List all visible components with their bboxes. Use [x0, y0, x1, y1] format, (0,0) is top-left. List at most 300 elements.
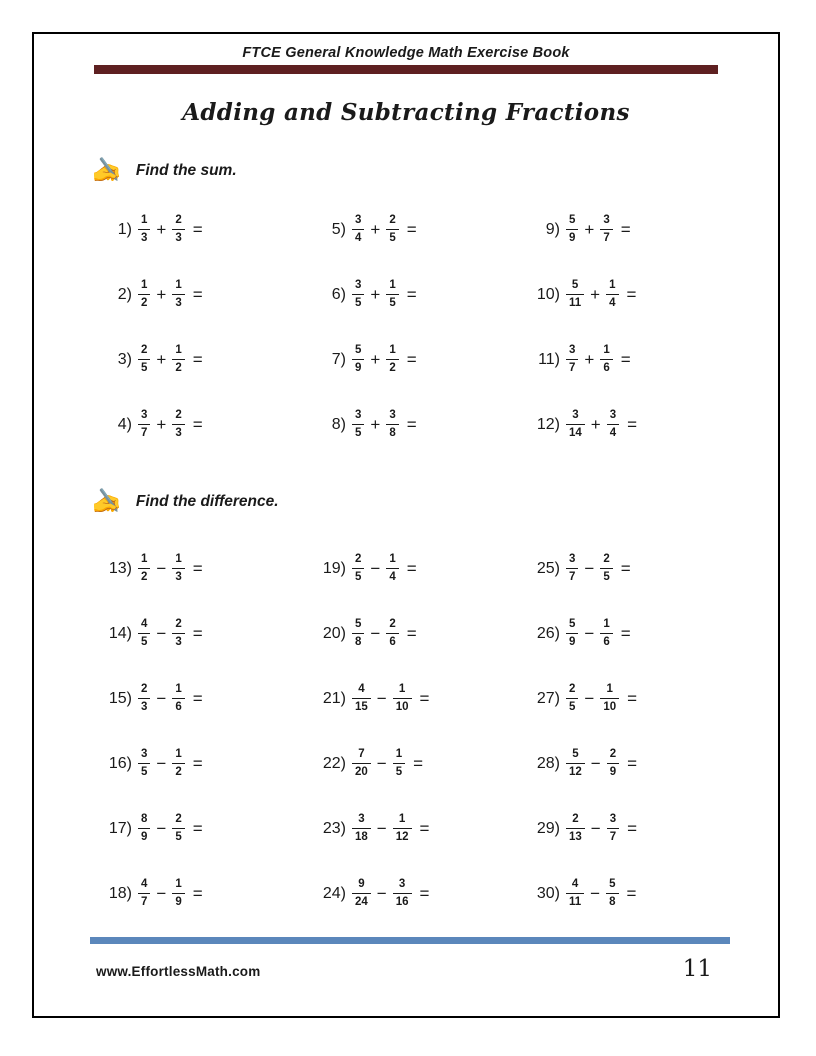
denominator: 12: [395, 831, 409, 843]
equals-sign: =: [627, 688, 638, 708]
fraction-first: [566, 877, 584, 910]
numerator: 1: [172, 343, 184, 360]
writing-hand-icon: ✍: [92, 157, 122, 184]
denominator: 11: [569, 896, 582, 908]
denominator: 2: [175, 362, 182, 374]
numerator: 2: [172, 408, 184, 425]
denominator: 4: [355, 232, 362, 244]
problem: [310, 601, 524, 666]
denominator: 24: [355, 896, 368, 908]
numerator: 5: [566, 278, 584, 295]
problem: [310, 731, 524, 796]
denominator: 3: [141, 232, 148, 244]
fraction-second: [393, 877, 412, 910]
numerator: 1: [393, 812, 412, 829]
section-instruction: Find the difference.: [135, 493, 279, 510]
problem-number: 11): [538, 350, 560, 368]
equals-sign: =: [192, 883, 203, 903]
operator-sign: −: [156, 883, 167, 903]
problem: [96, 861, 310, 926]
numerator: 4: [138, 617, 150, 634]
footer-divider-bar: [90, 937, 730, 944]
problem-number: 26): [536, 624, 560, 642]
denominator: 8: [355, 636, 362, 648]
equals-sign: =: [192, 219, 203, 239]
problem: [96, 327, 310, 392]
equals-sign: =: [192, 818, 203, 838]
numerator: 3: [566, 552, 578, 569]
problem-number: 22): [322, 754, 346, 772]
problem-number: 29): [536, 819, 560, 837]
denominator: 16: [395, 896, 409, 908]
numerator: 2: [138, 682, 150, 699]
problem-number: 30): [536, 884, 560, 902]
fraction-first: [352, 747, 371, 780]
numerator: 1: [138, 552, 150, 569]
problem: [310, 536, 524, 601]
numerator: 2: [600, 552, 612, 569]
worksheet-section: [34, 159, 778, 457]
problem: [96, 197, 310, 262]
problem-number: 13): [108, 559, 132, 577]
numerator: 1: [172, 877, 184, 894]
section-instruction: Find the sum.: [135, 162, 237, 179]
equals-sign: =: [192, 753, 203, 773]
numerator: 2: [172, 617, 184, 634]
problem-number: 20): [322, 624, 346, 642]
numerator: 3: [607, 408, 619, 425]
footer-row: [90, 956, 730, 982]
denominator: 5: [355, 571, 362, 583]
equals-sign: =: [413, 753, 424, 773]
denominator: 5: [141, 636, 148, 648]
equals-sign: =: [419, 883, 430, 903]
numerator: 3: [566, 408, 585, 425]
fraction-first: [138, 213, 150, 246]
equals-sign: =: [192, 688, 203, 708]
denominator: 6: [603, 636, 610, 648]
denominator: 9: [175, 896, 182, 908]
fraction-first: [138, 408, 150, 441]
problem: [524, 796, 738, 861]
fraction-second: [172, 343, 184, 376]
denominator: 7: [603, 232, 610, 244]
numerator: 1: [172, 552, 184, 569]
problem-number: 3): [117, 350, 132, 368]
equals-sign: =: [406, 414, 417, 434]
denominator: 11: [569, 297, 582, 309]
denominator: 6: [603, 362, 610, 374]
numerator: 2: [138, 343, 150, 360]
equals-sign: =: [192, 414, 203, 434]
page-title: Adding and Subtracting Fractions: [182, 99, 630, 126]
fraction-second: [393, 747, 405, 780]
equals-sign: =: [406, 284, 417, 304]
page-footer: [90, 937, 730, 982]
problem: [524, 197, 738, 262]
fraction-first: [566, 552, 578, 585]
fraction-first: [138, 552, 150, 585]
denominator: 2: [141, 571, 148, 583]
fraction-second: [172, 408, 184, 441]
problem-number: 17): [108, 819, 132, 837]
fraction-first: [352, 408, 364, 441]
denominator: 5: [603, 571, 610, 583]
operator-sign: −: [584, 688, 595, 708]
denominator: 7: [569, 362, 576, 374]
fraction-second: [386, 278, 398, 311]
equals-sign: =: [419, 688, 430, 708]
fraction-second: [172, 552, 184, 585]
fraction-second: [600, 343, 612, 376]
problem: [310, 262, 524, 327]
denominator: 3: [175, 427, 182, 439]
equals-sign: =: [620, 558, 631, 578]
problem-number: 1): [117, 220, 132, 238]
equals-sign: =: [192, 558, 203, 578]
problem: [524, 666, 738, 731]
numerator: 3: [386, 408, 398, 425]
equals-sign: =: [620, 349, 631, 369]
numerator: 7: [352, 747, 371, 764]
numerator: 3: [352, 213, 364, 230]
operator-sign: −: [156, 688, 167, 708]
problem: [96, 536, 310, 601]
fraction-second: [386, 213, 398, 246]
numerator: 1: [172, 682, 184, 699]
equals-sign: =: [627, 753, 638, 773]
operator-sign: −: [376, 818, 387, 838]
problem-number: 4): [117, 415, 132, 433]
denominator: 5: [355, 427, 362, 439]
fraction-second: [606, 278, 618, 311]
numerator: 2: [172, 812, 184, 829]
fraction-first: [138, 877, 150, 910]
denominator: 18: [355, 831, 368, 843]
denominator: 7: [141, 896, 148, 908]
denominator: 2: [141, 297, 148, 309]
fraction-second: [386, 343, 398, 376]
operator-sign: −: [370, 558, 381, 578]
operator-sign: −: [584, 558, 595, 578]
problem: [96, 731, 310, 796]
fraction-first: [138, 278, 150, 311]
numerator: 1: [386, 552, 398, 569]
denominator: 5: [141, 766, 148, 778]
denominator: 4: [609, 297, 616, 309]
problem: [310, 861, 524, 926]
problem: [310, 327, 524, 392]
numerator: 1: [393, 682, 412, 699]
numerator: 5: [352, 343, 364, 360]
fraction-second: [393, 812, 412, 845]
operator-sign: +: [370, 414, 381, 434]
denominator: 9: [609, 766, 617, 778]
equals-sign: =: [627, 818, 638, 838]
problem-number: 16): [108, 754, 132, 772]
fraction-first: [566, 213, 578, 246]
numerator: 8: [138, 812, 150, 829]
denominator: 2: [389, 362, 396, 374]
operator-sign: −: [590, 818, 601, 838]
numerator: 2: [566, 812, 585, 829]
numerator: 5: [566, 747, 585, 764]
operator-sign: +: [370, 349, 381, 369]
problems-grid: [96, 536, 738, 926]
problem: [524, 327, 738, 392]
denominator: 8: [389, 427, 396, 439]
numerator: 2: [386, 213, 398, 230]
fraction-first: [138, 343, 150, 376]
problem-number: 27): [536, 689, 560, 707]
problems-grid: [96, 197, 738, 457]
denominator: 10: [603, 701, 617, 713]
equals-sign: =: [192, 349, 203, 369]
denominator: 7: [569, 571, 576, 583]
fraction-second: [172, 213, 184, 246]
operator-sign: +: [370, 219, 381, 239]
equals-sign: =: [627, 414, 638, 434]
equals-sign: =: [192, 623, 203, 643]
equals-sign: =: [419, 818, 430, 838]
numerator: 2: [172, 213, 184, 230]
fraction-second: [386, 617, 398, 650]
numerator: 1: [138, 213, 150, 230]
denominator: 8: [609, 896, 616, 908]
problem-number: 28): [536, 754, 560, 772]
operator-sign: −: [590, 883, 601, 903]
denominator: 14: [569, 427, 582, 439]
problem: [524, 262, 738, 327]
numerator: 2: [607, 747, 619, 764]
numerator: 3: [138, 747, 150, 764]
numerator: 4: [566, 877, 584, 894]
problem: [96, 796, 310, 861]
problem-number: 8): [331, 415, 346, 433]
numerator: 2: [566, 682, 578, 699]
fraction-first: [138, 617, 150, 650]
operator-sign: −: [584, 623, 595, 643]
fraction-first: [566, 278, 584, 311]
equals-sign: =: [406, 558, 417, 578]
fraction-first: [566, 747, 585, 780]
equals-sign: =: [406, 349, 417, 369]
numerator: 9: [352, 877, 371, 894]
operator-sign: +: [156, 219, 167, 239]
fraction-first: [566, 408, 585, 441]
operator-sign: −: [376, 883, 387, 903]
denominator: 5: [175, 831, 182, 843]
fraction-first: [138, 747, 150, 780]
denominator: 4: [389, 571, 396, 583]
numerator: 5: [352, 617, 364, 634]
book-title: FTCE General Knowledge Math Exercise Book: [242, 45, 570, 61]
denominator: 5: [355, 297, 362, 309]
numerator: 3: [566, 343, 578, 360]
problem-number: 25): [536, 559, 560, 577]
problem-number: 7): [331, 350, 346, 368]
denominator: 5: [389, 232, 396, 244]
fraction-first: [352, 812, 371, 845]
operator-sign: +: [156, 414, 167, 434]
fraction-second: [386, 552, 398, 585]
numerator: 3: [352, 408, 364, 425]
problem-number: 24): [322, 884, 346, 902]
denominator: 3: [175, 297, 182, 309]
denominator: 9: [355, 362, 362, 374]
denominator: 5: [141, 362, 148, 374]
problem-number: 18): [108, 884, 132, 902]
header-divider-bar: [94, 65, 718, 74]
equals-sign: =: [620, 623, 631, 643]
fraction-second: [393, 682, 412, 715]
equals-sign: =: [406, 623, 417, 643]
operator-sign: −: [156, 753, 167, 773]
fraction-second: [386, 408, 398, 441]
numerator: 1: [600, 617, 612, 634]
numerator: 1: [393, 747, 405, 764]
denominator: 7: [609, 831, 617, 843]
denominator: 3: [175, 232, 182, 244]
operator-sign: −: [370, 623, 381, 643]
problem-number: 12): [536, 415, 560, 433]
numerator: 1: [600, 682, 619, 699]
problem: [96, 262, 310, 327]
website-url: www.EffortlessMath.com: [96, 964, 261, 979]
worksheet-page: [32, 32, 780, 1018]
fraction-second: [172, 617, 184, 650]
denominator: 5: [389, 297, 396, 309]
denominator: 2: [175, 766, 182, 778]
sections-container: [34, 159, 778, 926]
numerator: 2: [386, 617, 398, 634]
fraction-first: [138, 812, 150, 845]
problem: [524, 861, 738, 926]
operator-sign: −: [156, 818, 167, 838]
section-header: [92, 490, 778, 514]
problem: [524, 731, 738, 796]
numerator: 5: [566, 213, 578, 230]
denominator: 9: [569, 232, 576, 244]
numerator: 3: [393, 877, 412, 894]
fraction-second: [600, 682, 619, 715]
problem-number: 2): [117, 285, 132, 303]
numerator: 5: [566, 617, 578, 634]
numerator: 1: [138, 278, 150, 295]
denominator: 4: [609, 427, 617, 439]
denominator: 6: [389, 636, 396, 648]
denominator: 6: [175, 701, 182, 713]
numerator: 4: [352, 682, 371, 699]
worksheet-section: [34, 490, 778, 926]
operator-sign: −: [590, 753, 601, 773]
equals-sign: =: [192, 284, 203, 304]
fraction-first: [352, 278, 364, 311]
section-header: [92, 159, 778, 183]
operator-sign: +: [584, 219, 595, 239]
denominator: 9: [141, 831, 148, 843]
numerator: 4: [138, 877, 150, 894]
fraction-first: [352, 877, 371, 910]
denominator: 3: [141, 701, 148, 713]
operator-sign: +: [590, 414, 601, 434]
fraction-second: [606, 877, 618, 910]
equals-sign: =: [626, 284, 637, 304]
denominator: 13: [569, 831, 582, 843]
fraction-first: [352, 552, 364, 585]
problem: [96, 601, 310, 666]
fraction-first: [566, 682, 578, 715]
fraction-second: [172, 682, 184, 715]
numerator: 1: [172, 278, 184, 295]
operator-sign: −: [376, 688, 387, 708]
problem: [310, 796, 524, 861]
fraction-first: [566, 812, 585, 845]
operator-sign: +: [156, 349, 167, 369]
denominator: 5: [395, 766, 403, 778]
numerator: 1: [172, 747, 184, 764]
problem-number: 23): [322, 819, 346, 837]
problem-number: 14): [108, 624, 132, 642]
numerator: 3: [352, 278, 364, 295]
fraction-second: [607, 747, 619, 780]
fraction-first: [138, 682, 150, 715]
fraction-first: [352, 682, 371, 715]
problem: [310, 197, 524, 262]
fraction-second: [607, 408, 619, 441]
numerator: 2: [352, 552, 364, 569]
operator-sign: +: [590, 284, 601, 304]
operator-sign: −: [376, 753, 387, 773]
fraction-second: [600, 213, 612, 246]
denominator: 7: [141, 427, 148, 439]
denominator: 3: [175, 571, 182, 583]
equals-sign: =: [406, 219, 417, 239]
problem-number: 21): [322, 689, 346, 707]
problem: [524, 536, 738, 601]
operator-sign: −: [156, 623, 167, 643]
problem-number: 9): [545, 220, 560, 238]
fraction-second: [600, 617, 612, 650]
problem: [96, 392, 310, 457]
numerator: 3: [600, 213, 612, 230]
page-number: 11: [682, 956, 712, 982]
problem: [524, 601, 738, 666]
fraction-second: [172, 877, 184, 910]
fraction-first: [352, 343, 364, 376]
problem-number: 6): [331, 285, 346, 303]
fraction-second: [607, 812, 619, 845]
fraction-second: [172, 278, 184, 311]
denominator: 12: [569, 766, 582, 778]
fraction-first: [352, 617, 364, 650]
problem-number: 10): [536, 285, 560, 303]
denominator: 15: [355, 701, 368, 713]
writing-hand-icon: ✍: [92, 488, 122, 515]
operator-sign: +: [156, 284, 167, 304]
fraction-second: [600, 552, 612, 585]
problem-number: 19): [322, 559, 346, 577]
problem-number: 5): [331, 220, 346, 238]
problem-number: 15): [108, 689, 132, 707]
numerator: 1: [386, 278, 398, 295]
operator-sign: +: [584, 349, 595, 369]
equals-sign: =: [626, 883, 637, 903]
operator-sign: +: [370, 284, 381, 304]
problem: [524, 392, 738, 457]
denominator: 10: [395, 701, 409, 713]
fraction-first: [566, 343, 578, 376]
